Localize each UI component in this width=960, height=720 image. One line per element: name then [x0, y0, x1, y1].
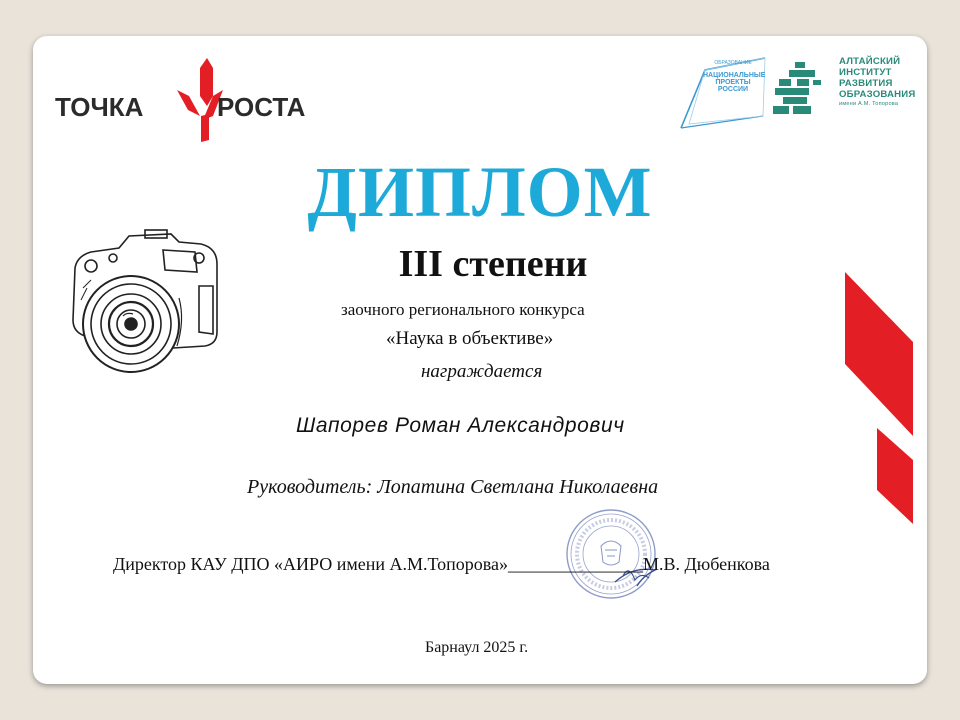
supervisor-line: Руководитель: Лопатина Светлана Николаевна	[247, 476, 659, 498]
tochka-left-word: ТОЧКА	[55, 92, 144, 122]
airo-line3: РАЗВИТИЯ	[839, 78, 893, 89]
tochka-right-word: РОСТА	[217, 92, 306, 122]
contest-line: заочного регионального конкурса	[341, 300, 585, 319]
camera-icon	[67, 228, 227, 378]
diploma-card	[33, 36, 927, 684]
airo-line2: ИНСТИТУТ	[839, 67, 892, 78]
np-line1: ОБРАЗОВАНИЕ	[714, 60, 752, 66]
director-signature-line: Директор КАУ ДПО «АИРО имени А.М.Топорова»_______________М.В. Дюбенкова	[113, 554, 770, 574]
np-line3: ПРОЕКТЫ	[715, 79, 751, 86]
airo-line1: АЛТАЙСКИЙ	[839, 56, 901, 67]
national-projects-text	[703, 58, 766, 93]
airo-logo-text	[839, 56, 925, 108]
airo-line4: ОБРАЗОВАНИЯ	[839, 89, 916, 100]
awarded-label: награждается	[421, 361, 543, 382]
tochka-rosta-logo	[55, 56, 325, 148]
decorative-red-shapes	[839, 272, 927, 530]
diploma-title: ДИПЛОМ	[307, 152, 653, 232]
contest-name: «Наука в объективе»	[386, 328, 554, 349]
city-year: Барнаул 2025 г.	[425, 639, 529, 656]
diploma-degree: III степени	[398, 243, 588, 285]
recipient-name: Шапорев Роман Александрович	[296, 414, 625, 437]
np-line2: НАЦИОНАЛЬНЫЕ	[703, 72, 766, 79]
airo-line5: имени А.М. Топорова	[839, 101, 899, 107]
np-line4: РОССИИ	[717, 86, 749, 93]
